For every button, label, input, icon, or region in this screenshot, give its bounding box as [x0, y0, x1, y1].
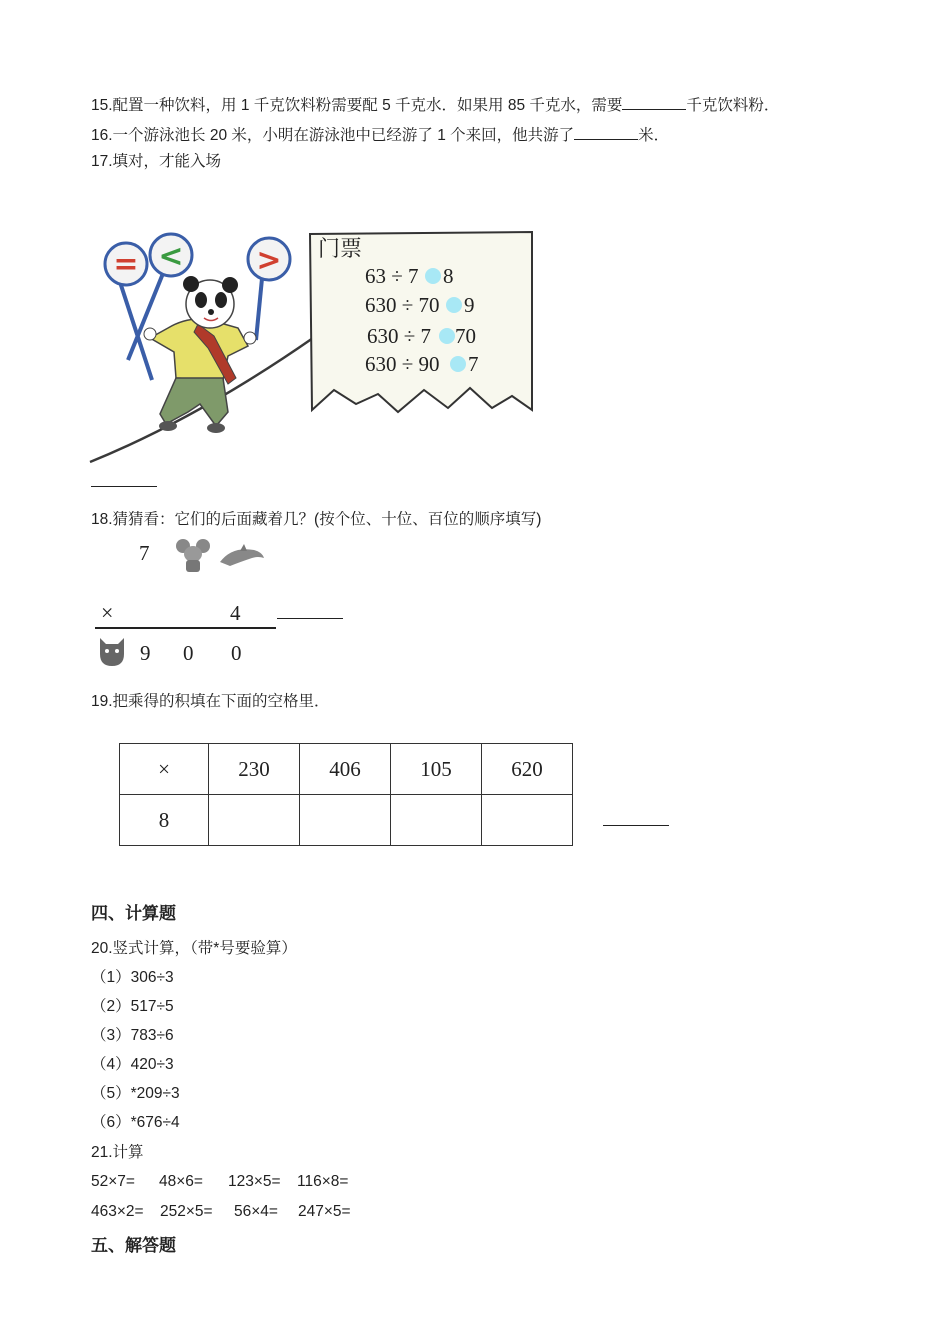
ticket-row-1-right: 8 — [443, 264, 454, 288]
calc-item: 247×5= — [298, 1203, 351, 1220]
ticket-panel — [310, 232, 532, 412]
ticket-row-4-left: 630 ÷ 90 — [365, 352, 440, 376]
table-cell: 8 — [120, 795, 209, 846]
section-heading: 四、计算题 — [91, 904, 176, 924]
dolphin-icon — [218, 542, 266, 570]
calc-item: 116×8= — [297, 1173, 349, 1190]
table-cell: 230 — [209, 744, 300, 795]
blank-circle-icon — [450, 356, 466, 372]
answer-cell[interactable] — [300, 795, 391, 846]
q18-digit-4: 4 — [230, 601, 241, 625]
greater-than-sign-icon — [248, 238, 290, 280]
ticket-row-3-right: 70 — [455, 324, 476, 348]
calc-item: 52×7= — [91, 1173, 135, 1190]
table-cell: × — [120, 744, 209, 795]
question-16 — [91, 124, 669, 146]
table-cell: 406 — [300, 744, 391, 795]
q16-text: 16.一个游泳池长 20 米，小明在游泳池中已经游了 1 个来回，他共游了 — [91, 127, 575, 144]
answer-blank[interactable] — [603, 825, 669, 826]
less-than-sign-icon — [150, 234, 192, 276]
list-item: （3）783÷6 — [91, 1027, 174, 1044]
q18-result-digit: 0 — [183, 641, 194, 665]
list-item: （4）420÷3 — [91, 1056, 174, 1073]
q18-multiply-sign: × — [101, 600, 114, 625]
svg-text:>: > — [256, 243, 282, 278]
calc-item: 56×4= — [234, 1203, 278, 1220]
answer-blank[interactable] — [622, 94, 686, 110]
ticket-row-4-right: 7 — [468, 352, 479, 376]
question-17-title: 17.填对，才能入场 — [91, 153, 222, 170]
svg-text:<: < — [158, 239, 184, 274]
calc-item: 123×5= — [228, 1173, 281, 1190]
calc-item: 48×6= — [159, 1173, 203, 1190]
question-20-title: 20.竖式计算，（带*号要验算） — [91, 940, 297, 957]
answer-blank[interactable] — [574, 124, 638, 140]
table-cell: 105 — [391, 744, 482, 795]
ticket-row-1-left: 63 ÷ 7 — [365, 264, 419, 288]
sign-stick-icon — [118, 276, 152, 380]
ticket-row-2-right: 9 — [464, 293, 475, 317]
section-heading: 五、解答题 — [91, 1236, 176, 1256]
ticket-row-2-left: 630 ÷ 70 — [365, 293, 440, 317]
calc-item: 252×5= — [160, 1203, 213, 1220]
q18-digit-7: 7 — [139, 541, 150, 565]
list-item: （5）*209÷3 — [91, 1085, 180, 1102]
answer-blank[interactable] — [277, 618, 343, 619]
table-cell: 620 — [482, 744, 573, 795]
list-item: （2）517÷5 — [91, 998, 174, 1015]
question-15 — [91, 94, 779, 116]
answer-cell[interactable] — [209, 795, 300, 846]
table-header-row — [120, 744, 573, 795]
calc-item: 463×2= — [91, 1203, 144, 1220]
cat-icon — [96, 634, 128, 670]
mouse-icon — [173, 536, 213, 576]
svg-text:=: = — [113, 247, 139, 282]
ticket-row-3-left: 630 ÷ 7 — [367, 324, 432, 348]
panda-tightrope-illustration — [88, 228, 538, 466]
blank-circle-icon — [446, 297, 462, 313]
answer-blank[interactable] — [91, 486, 157, 487]
table-row — [120, 795, 573, 846]
q18-result-digit: 0 — [231, 641, 242, 665]
equal-sign-icon — [105, 243, 147, 285]
blank-circle-icon — [439, 328, 455, 344]
q18-result-digit: 9 — [140, 641, 151, 665]
q15-text: 15.配置一种饮料，用 1 千克饮料粉需要配 5 千克水．如果用 85 千克水，需要 — [91, 97, 623, 114]
q15-text-end: 千克饮料粉． — [686, 97, 780, 114]
blank-circle-icon — [425, 268, 441, 284]
multiplication-table — [119, 743, 573, 846]
answer-cell[interactable] — [391, 795, 482, 846]
question-21-title: 21.计算 — [91, 1144, 144, 1161]
question-19-title: 19.把乘得的积填在下面的空格里． — [91, 693, 330, 710]
ticket-title: 门票 — [318, 237, 363, 262]
question-18-title: 18.猜猜看：它们的后面藏着几？(按个位、十位、百位的顺序填写) — [91, 511, 542, 528]
list-item: （6）*676÷4 — [91, 1114, 180, 1131]
list-item: （1）306÷3 — [91, 969, 174, 986]
q18-sum-line — [95, 627, 276, 629]
q16-text-end: 米． — [638, 127, 670, 144]
answer-cell[interactable] — [482, 795, 573, 846]
